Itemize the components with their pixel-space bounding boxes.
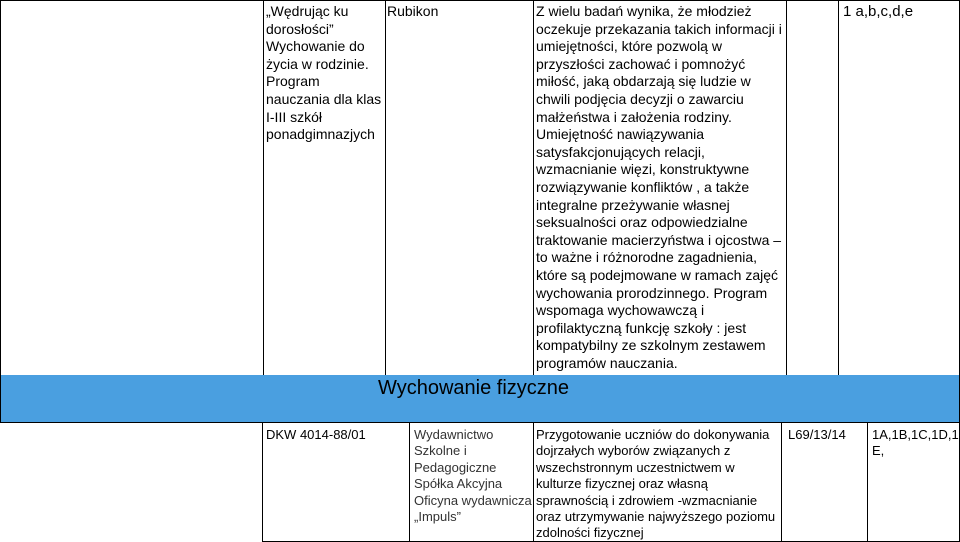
row1-divider-1 — [263, 0, 264, 375]
row2-code: DKW 4014-88/01 — [266, 427, 366, 442]
row1-classes-cell — [843, 3, 958, 21]
row2-classes-cell — [872, 427, 958, 460]
row1-left-border — [0, 0, 1, 423]
row2-divider-3 — [781, 422, 782, 542]
section-title: Wychowanie fizyczne — [378, 377, 570, 399]
row2-code-cell — [266, 427, 406, 443]
row1-classes: 1 a,b,c,d,e — [843, 3, 914, 20]
row1-divider-4 — [786, 0, 787, 375]
row2-classes: 1A,1B,1C,1D,1 E, — [872, 427, 959, 459]
row2-divider-2 — [533, 422, 534, 542]
row1-description-cell — [536, 3, 784, 372]
row1-title-cell — [266, 3, 384, 144]
row2-publisher: Wydawnictwo Szkolne i Pedagogiczne Spółka Akcyjna Oficyna wydawnicza „Impuls” — [414, 427, 532, 525]
row2-divider-4 — [867, 422, 868, 542]
row1-top-border — [0, 0, 960, 1]
row2-number-cell — [788, 427, 862, 443]
row2-left-border — [262, 422, 263, 542]
row2-description: Przygotowanie uczniów do dokonywania dojrzałych wyborów związanych z wszechstronnym uczestnictwem w kulturze fizycznej oraz własną sprawnością i zdrowiem -wzmacnianie oraz utrzymywanie najwyższego poziomu zdolności fizycznej — [536, 427, 776, 541]
row1-divider-3 — [533, 0, 534, 375]
row2-description-cell — [536, 427, 776, 542]
row1-divider-5 — [838, 0, 839, 375]
row2-publisher-cell — [414, 427, 532, 525]
row1-divider-2 — [385, 0, 386, 375]
row2-number: L69/13/14 — [788, 427, 846, 442]
row1-title: „Wędrując ku dorosłości” Wychowanie do życia w rodzinie. Program nauczania dla klas I-III szkół ponadgimnazjych — [266, 3, 382, 143]
banner-bottom-border — [0, 422, 960, 423]
row2-divider-1 — [409, 422, 410, 542]
row1-publisher-cell — [387, 3, 523, 21]
row1-publisher: Rubikon — [387, 3, 439, 19]
row1-description: Z wielu badań wynika, że młodzież oczekuje przekazania takich informacji i umiejętności, które pozwolą w przyszłości zachować i pomnożyć miłość, jaką obdarzają się ludzie w chwili podjęcia decyzji o zawarciu małżeństwa i założenia rodziny. Umiejętność nawiązywania satysfakcjonujących relacji, wzmacnianie więzi, konstruktywne rozwiązywanie konfliktów , a także integralne przeżywanie własnej seksualności oraz odpowiedzialne traktowanie macierzyństwa i ojcostwa – to ważne i różnorodne zagadnienia, które są podejmowane w ramach zajęć wychowania prorodzinnego. Program wspomaga wychowawczą i profilaktyczną funkcję szkoły : jest kompatybilny ze szkolnym zestawem programów nauczania. — [536, 3, 782, 371]
